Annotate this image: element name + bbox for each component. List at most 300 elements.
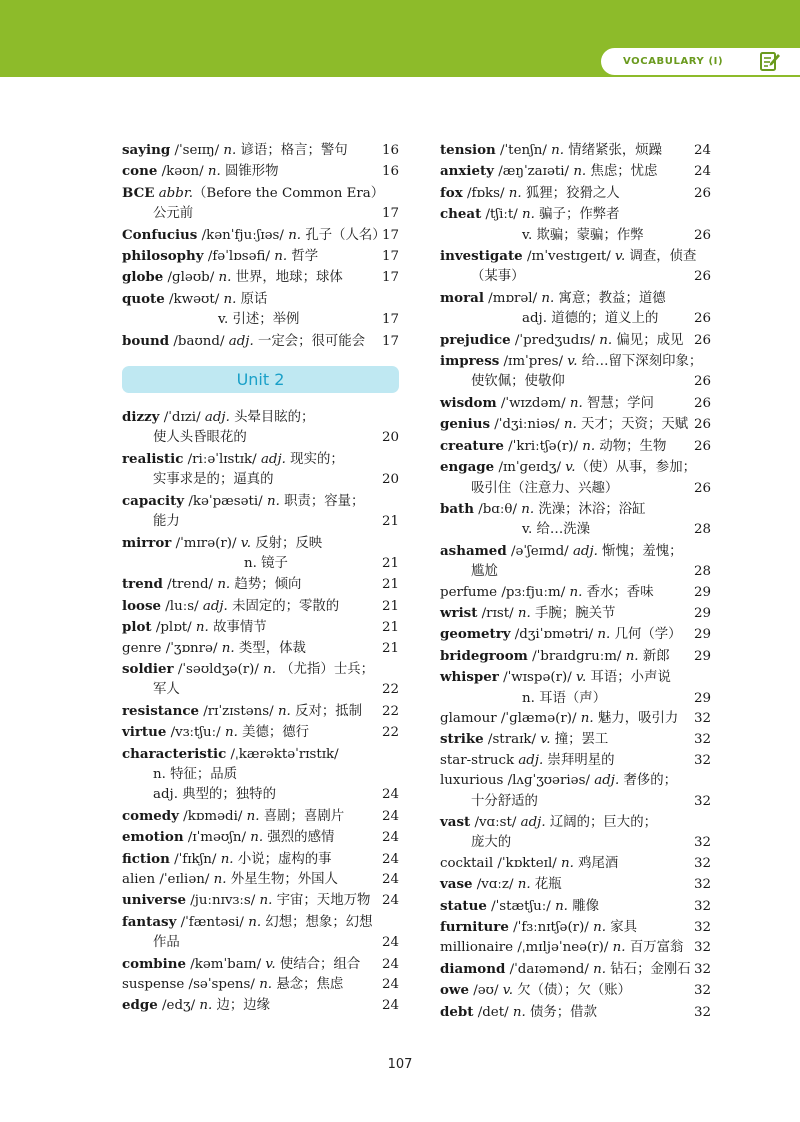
definition: 使结合；组合 xyxy=(275,956,361,972)
phonetic: /rɪst/ xyxy=(477,605,518,621)
definition: v. 给…洗澡 xyxy=(522,522,591,538)
headword: fantasy xyxy=(122,913,177,930)
definition: 强烈的感情 xyxy=(263,830,335,846)
page-ref: 17 xyxy=(381,312,399,328)
left-top-entries xyxy=(122,140,399,352)
entry-philosophy xyxy=(122,246,399,267)
headword: ashamed xyxy=(440,542,507,559)
part-of-speech: n. xyxy=(224,725,238,741)
entry-continuation xyxy=(122,428,399,448)
entry-plot xyxy=(122,617,399,638)
part-of-speech: n. xyxy=(593,920,606,936)
entry-confucius xyxy=(122,225,399,246)
entry-investigate xyxy=(440,246,711,267)
part-of-speech: n. xyxy=(223,143,237,158)
definition: 惭愧；羞愧； xyxy=(597,543,683,559)
page-ref: 24 xyxy=(381,787,399,803)
page-ref: 22 xyxy=(381,682,399,698)
definition: 花瓶 xyxy=(530,877,562,893)
phonetic: /ˌmɪljəˈneə(r)/ xyxy=(513,940,613,956)
headword: bridegroom xyxy=(440,647,528,664)
part-of-speech: n. xyxy=(522,207,535,223)
page-ref: 26 xyxy=(693,227,711,243)
definition: 洗澡；沐浴；浴缸 xyxy=(534,501,646,517)
definition: 未固定的；零散的 xyxy=(227,598,340,614)
headword: resistance xyxy=(122,702,200,719)
page-ref: 24 xyxy=(381,830,399,846)
part-of-speech: n. xyxy=(573,164,587,180)
definition: 智慧；学问 xyxy=(582,395,654,411)
entry-bridegroom xyxy=(440,646,711,667)
definition: 香水；香味 xyxy=(582,584,654,600)
headword: furniture xyxy=(440,919,509,936)
headword: vase xyxy=(440,876,473,893)
page-ref: 17 xyxy=(381,333,399,349)
phonetic: /ˈʒɒnrə/ xyxy=(161,640,222,656)
phonetic: /fɒks/ xyxy=(462,185,509,201)
part-of-speech: n. xyxy=(551,143,565,158)
entry-soldier xyxy=(122,659,399,680)
part-of-speech: n. xyxy=(597,627,611,643)
page-ref: 32 xyxy=(693,877,711,893)
part-of-speech: n. xyxy=(555,898,568,914)
phonetic: /trend/ xyxy=(162,577,218,593)
part-of-speech: n. xyxy=(561,855,574,871)
definition: 悬念；焦虑 xyxy=(272,977,344,993)
page-ref: 29 xyxy=(693,648,711,664)
page-ref: 26 xyxy=(693,417,711,433)
entry-continuation xyxy=(440,689,711,709)
part-of-speech: n. xyxy=(274,249,288,265)
entry-creature xyxy=(440,436,711,457)
page-ref: 24 xyxy=(381,935,399,951)
headword: cocktail xyxy=(440,855,494,871)
headword: loose xyxy=(122,597,162,614)
entry-saying xyxy=(122,140,399,161)
entry-vast xyxy=(440,812,711,833)
phonetic: /fəˈlɒsəfi/ xyxy=(203,249,275,265)
headword: emotion xyxy=(122,829,184,846)
part-of-speech: n. xyxy=(220,851,234,867)
page-ref: 21 xyxy=(381,598,399,614)
definition: （使）从事，参加； xyxy=(575,460,696,476)
part-of-speech: n. xyxy=(263,661,276,677)
entry-whisper xyxy=(440,667,711,688)
left-column xyxy=(122,140,399,1017)
definition: 故事情节 xyxy=(208,620,267,636)
part-of-speech: n. xyxy=(580,710,594,726)
part-of-speech: v. xyxy=(502,983,513,999)
definition: adj. 道德的；道义上的 xyxy=(522,311,659,327)
headword: star-struck xyxy=(440,752,515,768)
headword: strike xyxy=(440,731,484,748)
entry-engage xyxy=(440,457,711,478)
part-of-speech: adj. xyxy=(572,543,598,559)
headword: comedy xyxy=(122,807,179,824)
page-ref: 32 xyxy=(693,793,711,809)
definition: n. 特征；品质 xyxy=(153,766,238,782)
entry-fox xyxy=(440,183,711,204)
phonetic: /ˈmɪrə(r)/ xyxy=(171,535,241,551)
phonetic: /ˈseɪɪŋ/ xyxy=(170,143,224,158)
entry-wrist xyxy=(440,603,711,624)
phonetic: /ˈdaɪəmənd/ xyxy=(505,961,594,977)
part-of-speech: n. xyxy=(217,577,231,593)
phonetic: /luːs/ xyxy=(161,598,203,614)
entry-continuation xyxy=(440,833,711,853)
headword: genius xyxy=(440,416,490,433)
headword: bound xyxy=(122,332,170,349)
page-ref: 24 xyxy=(381,977,399,993)
part-of-speech: n. xyxy=(541,290,555,306)
headword: philosophy xyxy=(122,248,204,265)
entry-debt xyxy=(440,1002,711,1023)
headword: trend xyxy=(122,576,163,593)
phonetic: /kəmˈbaɪn/ xyxy=(185,956,266,972)
headword: Confucius xyxy=(122,226,198,243)
entry-continuation xyxy=(440,479,711,499)
entry-fantasy xyxy=(122,912,399,933)
part-of-speech: n. xyxy=(569,584,583,600)
headword: whisper xyxy=(440,669,499,686)
phonetic: /det/ xyxy=(473,1004,513,1020)
headword: cheat xyxy=(440,206,482,223)
headword: millionaire xyxy=(440,940,514,956)
entry-furniture xyxy=(440,917,711,938)
entry-universe xyxy=(122,890,399,911)
entry-combine xyxy=(122,954,399,975)
headword: cone xyxy=(122,163,158,180)
part-of-speech: v. xyxy=(240,535,251,551)
part-of-speech: n. xyxy=(259,893,273,909)
definition: 十分舒适的 xyxy=(471,793,538,809)
phonetic: /pɜːfjuːm/ xyxy=(497,584,570,600)
phonetic: /dʒiˈɒmətri/ xyxy=(510,627,598,643)
page-ref: 26 xyxy=(693,480,711,496)
page-ref: 26 xyxy=(693,332,711,348)
definition: 宇宙；天地万物 xyxy=(272,893,371,909)
headword: moral xyxy=(440,289,484,306)
entry-characteristic xyxy=(122,744,399,765)
part-of-speech: adj. xyxy=(520,815,546,830)
page-ref: 32 xyxy=(693,732,711,748)
entry-capacity xyxy=(122,491,399,512)
page-ref: 24 xyxy=(381,808,399,824)
page-ref: 26 xyxy=(693,438,711,454)
phonetic: /ɡləʊb/ xyxy=(163,270,219,286)
headword: diamond xyxy=(440,960,506,977)
headword: luxurious xyxy=(440,773,504,789)
part-of-speech: n. xyxy=(593,961,607,977)
definition: 反射；反映 xyxy=(250,535,323,551)
page-ref: 20 xyxy=(381,472,399,488)
headword: owe xyxy=(440,982,469,999)
page-ref: 22 xyxy=(381,703,399,719)
page-ref: 32 xyxy=(693,710,711,726)
page-ref: 24 xyxy=(693,143,711,158)
definition: 调查，侦查 xyxy=(625,249,697,265)
part-of-speech: n. xyxy=(612,940,626,956)
phonetic: /vɜːtʃuː/ xyxy=(166,725,225,741)
part-of-speech: v. xyxy=(565,460,576,476)
headword: saying xyxy=(122,142,171,158)
definition: 情绪紧张，烦躁 xyxy=(564,143,663,158)
definition: 奢侈的； xyxy=(619,773,678,789)
page-ref: 32 xyxy=(693,961,711,977)
definition: 偏见；成见 xyxy=(612,332,684,348)
page-ref: 22 xyxy=(381,725,399,741)
headword: combine xyxy=(122,955,186,972)
definition: 动物；生物 xyxy=(595,438,667,454)
page-ref: 32 xyxy=(693,1004,711,1020)
headword: soldier xyxy=(122,660,174,677)
headword: quote xyxy=(122,290,165,307)
headword: engage xyxy=(440,459,495,476)
entry-genius xyxy=(440,414,711,435)
page-ref: 16 xyxy=(381,164,399,180)
unit-heading: Unit 2 xyxy=(122,366,399,393)
phonetic: /kɒmədi/ xyxy=(178,808,247,824)
headword: globe xyxy=(122,269,164,286)
page-ref: 32 xyxy=(693,835,711,851)
headword: realistic xyxy=(122,450,184,467)
definition: 趋势；倾向 xyxy=(230,577,302,593)
headword: tension xyxy=(440,142,496,158)
entry-loose xyxy=(122,596,399,617)
headword: fox xyxy=(440,184,463,201)
definition: 手腕；腕关节 xyxy=(530,605,616,621)
page-ref: 24 xyxy=(381,872,399,887)
part-of-speech: n. xyxy=(625,648,639,664)
page-ref: 21 xyxy=(381,555,399,571)
page-ref: 24 xyxy=(693,164,711,180)
definition: 哲学 xyxy=(287,249,319,265)
definition: 钻石；金刚石 xyxy=(606,961,691,977)
headword: perfume xyxy=(440,584,498,600)
definition: 寓意；教益；道德 xyxy=(554,290,666,306)
part-of-speech: n. xyxy=(521,501,535,517)
entry-emotion xyxy=(122,827,399,848)
part-of-speech: n. xyxy=(223,291,237,307)
page-ref: 21 xyxy=(381,577,399,593)
part-of-speech: n. xyxy=(250,830,264,846)
definition: 作品 xyxy=(153,935,180,951)
definition: 崇拜明星的 xyxy=(543,752,615,768)
phonetic: /əʊ/ xyxy=(468,983,503,999)
page-ref: 32 xyxy=(693,983,711,999)
page-ref: 21 xyxy=(381,620,399,636)
header-bar xyxy=(0,0,800,77)
headword: plot xyxy=(122,619,152,636)
definition: （某事） xyxy=(471,269,525,285)
entry-prejudice xyxy=(440,330,711,351)
definition: 公元前 xyxy=(153,206,194,222)
headword: investigate xyxy=(440,248,523,265)
part-of-speech: n. xyxy=(517,605,531,621)
headword: characteristic xyxy=(122,745,227,762)
headword: wrist xyxy=(440,604,478,621)
entry-millionaire xyxy=(440,938,711,958)
part-of-speech: n. xyxy=(259,977,273,993)
part-of-speech: abbr. xyxy=(158,185,194,201)
page-ref: 20 xyxy=(381,430,399,446)
entry-fiction xyxy=(122,849,399,870)
entry-luxurious xyxy=(440,771,711,791)
part-of-speech: v. xyxy=(567,354,578,370)
entry-continuation xyxy=(440,226,711,246)
entry-diamond xyxy=(440,959,711,980)
definition: 外星生物；外国人 xyxy=(226,872,338,887)
entry-alien xyxy=(122,870,399,890)
entry-realistic xyxy=(122,449,399,470)
definition: v. 欺骗；蒙骗；作弊 xyxy=(522,227,644,243)
entry-continuation xyxy=(440,372,711,392)
headword: prejudice xyxy=(440,331,511,348)
entry-impress xyxy=(440,351,711,372)
entry-statue xyxy=(440,896,711,917)
phonetic: /kəʊn/ xyxy=(157,164,208,180)
part-of-speech: n. xyxy=(213,872,227,887)
definition: 谚语；格言；警句 xyxy=(236,143,348,158)
headword: alien xyxy=(122,872,156,887)
phonetic: /ˈɡlæmə(r)/ xyxy=(496,710,581,726)
phonetic: /bɑːθ/ xyxy=(473,501,522,517)
entry-continuation xyxy=(122,554,399,574)
entry-edge xyxy=(122,995,399,1016)
part-of-speech: n. xyxy=(248,914,262,930)
definition: 吸引住（注意力、兴趣） xyxy=(471,480,619,496)
headword: capacity xyxy=(122,492,185,509)
definition: n. 耳语（声） xyxy=(522,690,607,706)
entry-continuation xyxy=(122,933,399,953)
part-of-speech: v. xyxy=(265,956,276,972)
part-of-speech: n. xyxy=(288,227,302,243)
definition: 一定会；很可能会 xyxy=(253,333,366,349)
entry-mirror xyxy=(122,533,399,554)
page-ref: 29 xyxy=(693,690,711,706)
page-ref: 17 xyxy=(381,270,399,286)
phonetic: /əˈʃeɪmd/ xyxy=(506,543,573,559)
page-ref: 26 xyxy=(693,269,711,285)
phonetic: /lʌɡˈʒʊəriəs/ xyxy=(503,773,595,789)
part-of-speech: v. xyxy=(615,249,626,265)
definition: 雕像 xyxy=(567,898,599,914)
headword: virtue xyxy=(122,724,167,741)
phonetic: /vɑːst/ xyxy=(470,815,521,830)
entry-cocktail xyxy=(440,854,711,874)
phonetic: /ˈkriːtʃə(r)/ xyxy=(503,438,583,454)
headword: debt xyxy=(440,1003,474,1020)
definition: 辽阔的；巨大的； xyxy=(545,815,657,830)
entry-ashamed xyxy=(440,541,711,562)
phonetic: /ˈfɪkʃn/ xyxy=(169,851,221,867)
part-of-speech: n. xyxy=(195,620,209,636)
definition: 世界，地球；球体 xyxy=(231,270,343,286)
definition: 类型，体裁 xyxy=(234,640,306,656)
part-of-speech: adj. xyxy=(228,333,254,349)
entry-virtue xyxy=(122,722,399,743)
definition: （尤指）士兵； xyxy=(276,661,374,677)
definition: 骗子；作弊者 xyxy=(534,207,620,223)
phonetic: /edʒ/ xyxy=(157,998,200,1014)
page-ref: 32 xyxy=(693,898,711,914)
entry-resistance xyxy=(122,701,399,722)
definition: 撞；罢工 xyxy=(550,732,609,748)
phonetic: /ˈwɪspə(r)/ xyxy=(498,670,577,686)
entry-cone xyxy=(122,161,399,182)
entry-continuation xyxy=(440,309,711,329)
part-of-speech: n. xyxy=(246,808,260,824)
headword: vast xyxy=(440,814,471,830)
definition: 耳语；小声说 xyxy=(586,670,671,686)
definition: adj. 典型的；独特的 xyxy=(153,787,276,803)
headword: genre xyxy=(122,640,162,656)
definition: 使人头昏眼花的 xyxy=(153,430,247,446)
definition: 给…留下深刻印象； xyxy=(577,354,703,370)
definition: 原话 xyxy=(236,291,268,307)
definition: 现实的； xyxy=(285,451,344,467)
definition: 债务；借款 xyxy=(525,1004,597,1020)
definition: 幻想；想象；幻想 xyxy=(261,914,373,930)
part-of-speech: n. xyxy=(599,332,613,348)
definition: 军人 xyxy=(153,682,180,698)
part-of-speech: n. xyxy=(508,185,522,201)
headword: edge xyxy=(122,997,158,1014)
part-of-speech: n. xyxy=(266,493,280,509)
headword: glamour xyxy=(440,710,497,726)
phonetic: /ˈwɪzdəm/ xyxy=(496,395,570,411)
part-of-speech: n. xyxy=(569,395,583,411)
entry-suspense xyxy=(122,975,399,995)
phonetic: /riːəˈlɪstɪk/ xyxy=(183,451,261,467)
page-ref: 24 xyxy=(381,893,399,909)
phonetic: /juːnɪvɜːs/ xyxy=(185,893,260,909)
left-bottom-entries xyxy=(122,407,399,1017)
headword: creature xyxy=(440,437,504,454)
definition: 百万富翁 xyxy=(625,940,684,956)
page-ref: 24 xyxy=(381,998,399,1014)
part-of-speech: adj. xyxy=(518,752,544,768)
phonetic: /ˈbraɪdɡruːm/ xyxy=(527,648,626,664)
page-ref: 32 xyxy=(693,752,711,768)
headword: anxiety xyxy=(440,163,494,180)
page-ref: 29 xyxy=(693,605,711,621)
phonetic: /ˌkærəktəˈrɪstɪk/ xyxy=(226,746,339,762)
page-ref: 32 xyxy=(693,920,711,936)
definition: 新郎 xyxy=(638,648,670,664)
entry-geometry xyxy=(440,624,711,645)
entry-glamour xyxy=(440,709,711,729)
definition: 圆锥形物 xyxy=(220,164,279,180)
part-of-speech: n. xyxy=(512,1004,526,1020)
entry-strike xyxy=(440,729,711,750)
headword: impress xyxy=(440,353,500,370)
section-tag xyxy=(601,48,800,75)
definition: 家具 xyxy=(605,920,638,936)
part-of-speech: n. xyxy=(221,640,235,656)
entry-continuation xyxy=(122,204,399,224)
part-of-speech: v. xyxy=(540,732,551,748)
part-of-speech: v. xyxy=(576,670,587,686)
definition: 美德；德行 xyxy=(237,725,310,741)
definition: 职责；容量； xyxy=(279,493,365,509)
entry-bath xyxy=(440,499,711,520)
phonetic: /mɒrəl/ xyxy=(483,290,542,306)
headword: suspense xyxy=(122,977,185,993)
part-of-speech: adj. xyxy=(260,451,286,467)
page-ref: 29 xyxy=(693,584,711,600)
definition: 庞大的 xyxy=(471,835,512,851)
